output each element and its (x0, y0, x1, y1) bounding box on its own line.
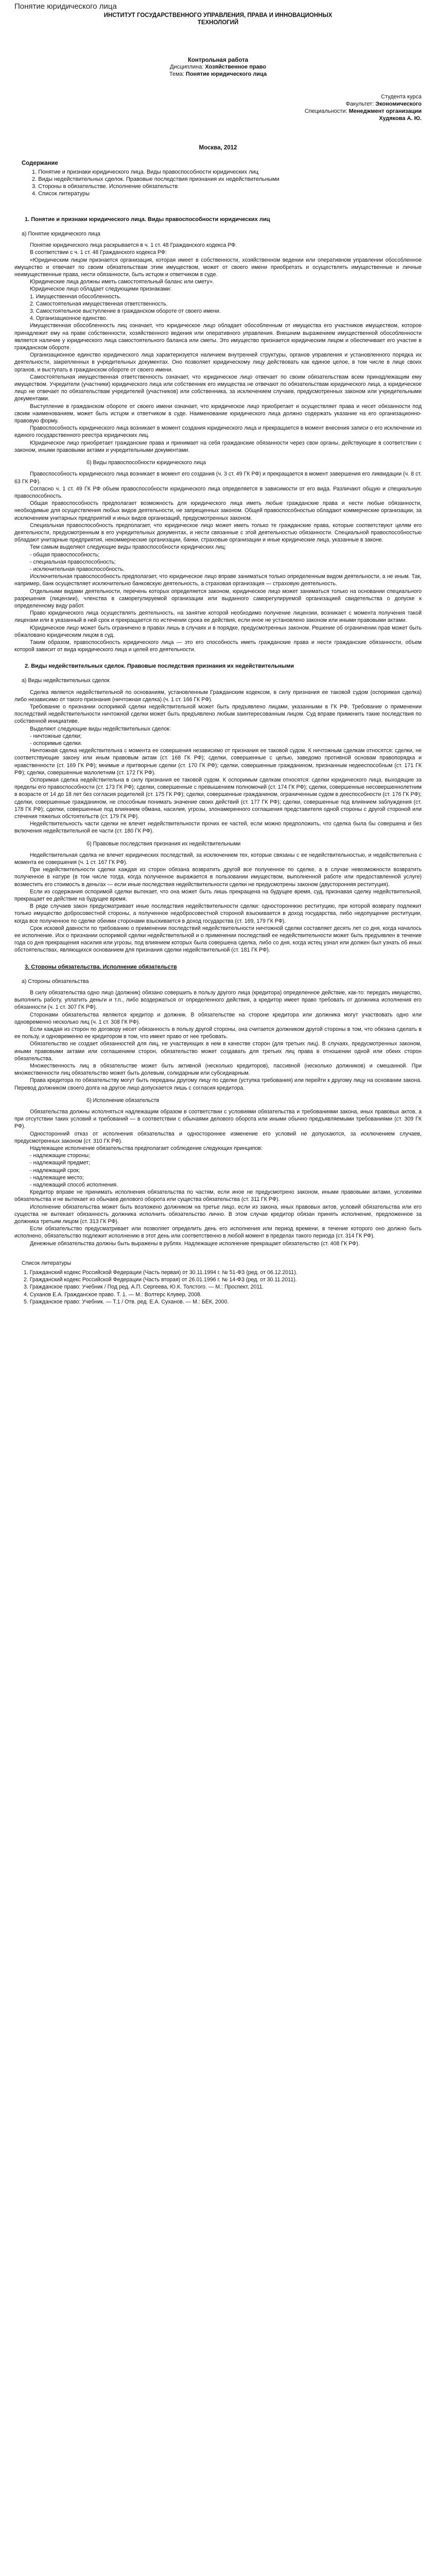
paragraph: При недействительности сделки каждая из сторон обязана возвратить другой все полученное по сделке, а в случае невозможности возвратить полученное в натуре (в том числе тогда, когда полученное выражается в пользовании имуществом, выполненной работе или предоставленной услуге) возместить его стоимость в деньгах — если иные последствия недействительности сделки не предусмотрены законом (двусторонняя реституция). (14, 867, 422, 888)
paragraph: Правоспособность юридического лица возникает в момент его создания (ч. 3 ст. 49 ГК РФ) и прекращается в момент завершения его ликвидации (ч. 8 ст. 63 ГК РФ). (14, 471, 422, 485)
section-1-subheading-b: б) Виды правоспособности юридического лица (86, 460, 206, 466)
section-2-subheading-a: а) Виды недействительных сделок (22, 677, 110, 684)
paragraph: Обязательство не создает обязанностей для лиц, не участвующих в нем в качестве сторон (для третьих лиц). В случаях, предусмотренных законом, иными правовыми актами или соглашением сторон, обязательство может создавать для третьих лиц права в отношении одной или обеих сторон обязательства. (14, 1041, 422, 1062)
paragraph: «Юридическим лицом признается организация, которая имеет в собственности, хозяйственном ведении или оперативном управлении обособленное имущество и отвечает по своим обязательствам этим имуществом, может от своего имени приобретать и осуществлять имущественные и личные неимущественные права, нести обязанности, быть истцом и ответчиком в суде. (14, 257, 422, 278)
paragraph: 1. Имущественная обособленность. (30, 293, 121, 300)
specialty-line (14, 108, 422, 115)
paragraph: В силу обязательства одно лицо (должник) обязано совершить в пользу другого лица (кредитора) определенное действие, как-то: передать имущество, выполнить работу, уплатить деньги и т.п., либо воздержаться от определенного действия, а кредитор имеет право требовать от должника исполнения его обязанности (ч. 1 ст. 307 ГК РФ). (14, 989, 422, 1011)
paragraph: Срок исковой давности по требованию о применении последствий недействительности ничтожной сделки составляет десять лет со дня, когда началось ее исполнение. Иск о признании оспоримой сделки недействительной и о применении последствий ее недействительности может быть предъявлен в течение года со дня прекращения насилия или угрозы, под влиянием которых была совершена сделка, либо со дня, когда истец узнал или должен был узнать об иных обстоятельствах, являющихся основанием для признания сделки недействительной (ст. 181 ГК РФ). (14, 925, 422, 954)
paragraph: Выделяют следующие виды недействительных сделок: (30, 725, 171, 732)
paragraph: 3. Самостоятельное выступление в гражданском обороте от своего имени. (30, 308, 221, 315)
paragraph: Юридическое лицо может быть ограничено в правах лишь в случаях и в порядке, предусмотренных законом. Решение об ограничении прав может быть обжаловано юридическим лицом в суд. (14, 624, 422, 638)
paragraph: Имущественная обособленность лиц означает, что юридическое лицо обладает обособленным от имущества его участников имуществом, которое принадлежит ему на праве собственности, хозяйственного ведения или оперативного управления. Внешним выражением имущественной обособленности является наличие у юридического лица самостоятельного баланса или сметы. Это имущество признается юридическим лицом и обеспечивает его участие в гражданском обороте. (14, 323, 422, 351)
list-item: - специальная правоспособность; (30, 558, 116, 565)
section-1-subheading-a: а) Понятие юридического лица (22, 231, 100, 237)
faculty-line (14, 100, 422, 108)
paragraph: Если каждая из сторон по договору несет обязанность в пользу другой стороны, она считается должником другой стороны в том, что обязана сделать в ее пользу, и одновременно ее кредитором в том, что имеет право от нее требовать. (14, 1026, 422, 1040)
author-line (14, 115, 422, 122)
section-3-subheading-a: а) Стороны обязательства (22, 978, 89, 985)
paragraph: Недействительность части сделки не влечет недействительности прочих ее частей, если можно предположить, что сделка была бы совершена и без включения недействительной ее части (ст. 180 ГК РФ). (14, 821, 422, 835)
paragraph: Оспоримая сделка недействительна в силу признания ее таковой судом. К оспоримым сделкам относятся: сделки юридического лица, выходящие за пределы его правоспособности (ст. 173 ГК РФ); сделки, совершенные с превышением полномочий (ст. 174 ГК РФ); сделки, совершенные несовершеннолетним в возрасте от 14 до 18 лет без согласия родителей (ст. 175 ГК РФ); сделки, совершенные гражданином, ограниченным судом в дееспособности (ст. 176 ГК РФ); сделки, совершенные гражданином, не способным понимать значение своих действий (ст. 177 ГК РФ); сделки, совершенные под влиянием заблуждения (ст. 178 ГК РФ); сделки, совершенные под влиянием обмана, насилия, угрозы, злонамеренного соглашения представителя одной стороны с другой стороной или стечения тяжелых обстоятельств (ст. 179 ГК РФ). (14, 777, 422, 820)
toc-item: 3. Стороны в обязательстве. Исполнение обязательств (32, 183, 178, 190)
paragraph: Сделка является недействительной по основаниям, установленным Гражданским кодексом, в силу признания ее таковой судом (оспоримая сделка) либо независимо от такого признания (ничтожная сделка) (ч. 1 ст. 166 ГК РФ). (14, 689, 422, 703)
paragraph: Право юридического лица осуществлять деятельность, на занятие которой необходимо получение лицензии, возникает с момента получения такой лицензии или в указанный в ней срок и прекращается по истечении срока ее действия, если иное не установлено законом или иными правовыми актами. (14, 610, 422, 624)
paragraph: Права кредитора по обязательству могут быть переданы другому лицу по сделке (уступка требования) или перейти к другому лицу на основании закона. Перевод должником своего долга на другое лицо допускается лишь с согласия кредитора. (14, 1077, 422, 1091)
paragraph: Юридическое лицо обладает следующими признаками: (30, 286, 172, 293)
list-item: - надлежащее место; (30, 1174, 84, 1181)
section-3-subheading-b: б) Исполнение обязательств (86, 1097, 160, 1104)
institute-name: ИНСТИТУТ ГОСУДАРСТВЕННОГО УПРАВЛЕНИЯ, ПРАВА И ИННОВАЦИОННЫХ ТЕХНОЛОГИЙ (103, 12, 333, 26)
paragraph: Обязательства должны исполняться надлежащим образом в соответствии с условиями обязательства и требованиями закона, иных правовых актов, а при отсутствии таких условий и требований — в соответствии с обычаями делового оборота или иными обычно предъявляемыми требованиями (ст. 309 ГК РФ). (14, 1108, 422, 1130)
literature-item: 3. Гражданское право: Учебник / Под ред. А.П. Сергеева, Ю.К. Толстого. — М.: Проспект, 2011. (24, 1284, 264, 1291)
paragraph: Исключительная правоспособность предполагает, что юридическое лицо вправе заниматься только определенным видом деятельности, а не иным. Так, например, банк осуществляет исключительно банковскую деятельность, а страховая организация — страховую деятельность. (14, 573, 422, 587)
paragraph: Множественность лиц в обязательстве может быть активной (несколько кредиторов), пассивной (несколько должников) и смешанной. При множественности лиц обязательство может быть долевым, солидарным или субсидиарным. (14, 1062, 422, 1077)
toc-item: 4. Список литературы (32, 191, 90, 197)
list-item: - оспоримые сделки. (30, 740, 82, 747)
paragraph: В соответствии с ч. 1 ст. 48 Гражданского кодекса РФ: (30, 249, 167, 256)
city-year: Москва, 2012 (199, 145, 237, 151)
paragraph: Если обязательство предусматривает или позволяет определить день его исполнения или период времени, в течение которого оно должно быть исполнено, обязательство подлежит исполнению в этот день или соответственно в любой момент в пределах такого периода (ст. 314 ГК РФ). (14, 1226, 422, 1240)
paragraph: Денежные обязательства должны быть выражены в рублях. Надлежащее исполнение прекращает обязательство (ст. 408 ГК РФ). (30, 1240, 360, 1247)
list-item: - общая правоспособность; (30, 551, 100, 558)
paragraph: Специальная правоспособность предполагает, что юридическое лицо может иметь только те гражданские права, которые соответствуют целям его деятельности, предусмотренным в его учредительных документах, и нести связанные с этой деятельностью обязанности. Специальной правоспособностью обладают унитарные предприятия, некоммерческие организации, банки, страховые организации и иные юридические лица, указанные в законе. (14, 522, 422, 544)
literature-item: 2. Гражданский кодекс Российской Федерации (Часть вторая) от 26.01.1996 г. № 14-ФЗ (ред. от 30.11.2011). (24, 1277, 297, 1283)
author-name: Худякова А. Ю. (379, 115, 422, 122)
paragraph: Таким образом, правоспособность юридического лица — это его способность иметь гражданские права и нести гражданские обязанности, объем которой зависит от вида юридического лица и целей его деятельности. (14, 639, 422, 653)
document-title: Понятие юридического лица (14, 2, 117, 11)
faculty-value: Экономического (375, 101, 422, 107)
paragraph: Недействительная сделка не влечет юридических последствий, за исключением тех, которые связаны с ее недействительностью, и недействительна с момента ее совершения (ч. 1 ст. 167 ГК РФ). (14, 852, 422, 866)
faculty-label: Факультет: (345, 101, 374, 107)
discipline-value: Хозяйственное право (205, 64, 267, 70)
literature-item: 4. Суханов Е.А. Гражданское право. Т. 1. — М.: Волтерс Клувер, 2008. (24, 1291, 202, 1298)
list-item: - исключительная правоспособность. (30, 566, 125, 572)
paragraph: Согласно ч. 1 ст. 49 ГК РФ объем правоспособности юридического лица определяется в зависимости от его вида. Различают общую и специальную правоспособность. (14, 485, 422, 499)
paragraph: Тем самым выделяют следующие виды правоспособности юридических лиц: (30, 544, 226, 551)
paragraph: Требование о признании оспоримой сделки недействительной может быть предъявлено лицами, указанными в ГК РФ. Требование о применении последствий недействительности ничтожной сделки может быть предъявлено любым заинтересованным лицом. Суд вправе применить такие последствия по собственной инициативе. (14, 703, 422, 725)
paragraph: Исполнение обязательства может быть возложено должником на третье лицо, если из закона, иных правовых актов, условий обязательства или его существа не вытекает обязанность должника исполнить обязательство лично. В этом случае кредитор обязан принять исполнение, предложенное за должника третьим лицом (ст. 313 ГК РФ). (14, 1204, 422, 1225)
paragraph: Если из содержания оспоримой сделки вытекает, что она может быть лишь прекращена на будущее время, суд, признавая сделку недействительной, прекращает ее действие на будущее время. (14, 888, 422, 903)
paragraph: Общая правоспособность предполагает возможность для юридического лица иметь любые гражданские права и нести любые обязанности, необходимые для осуществления любых видов деятельности, не запрещенных законом. Общей правоспособностью обладают коммерческие организации, за исключением унитарных предприятий и иных видов организаций, предусмотренных законом. (14, 500, 422, 521)
list-item: - ничтожные сделки; (30, 733, 82, 739)
discipline-line (14, 63, 422, 71)
paragraph: Самостоятельная имущественная ответственность означает, что юридическое лицо отвечает по своим обязательствам всем принадлежащим ему имуществом. Учредители (участники) юридического лица или собственник его имущества не отвечают по обязательствам юридического лица, а юридическое лицо не отвечает по обязательствам учредителей (участников) или собственника, за исключением случаев, предусмотренных законом или учредительными документами. (14, 374, 422, 402)
section-2-subheading-b: б) Правовые последствия признания их недействительными (86, 840, 241, 847)
section-1-heading: 1. Понятие и признаки юридического лица. Виды правоспособности юридических лиц (25, 216, 270, 223)
toc-item: 2. Виды недействительных сделок. Правовые последствия признания их недействительными (32, 176, 280, 182)
paragraph: Ничтожная сделка недействительна с момента ее совершения независимо от признания ее таковой судом. К ничтожным сделкам относятся: сделки, не соответствующие закону или иным правовым актам (ст. 168 ГК РФ); сделки, совершенные с целью, заведомо противной основам правопорядка и нравственности (ст. 169 ГК РФ); мнимые и притворные сделки (ст. 170 ГК РФ); сделки, совершенные гражданином, признанным недееспособным (ст. 171 ГК РФ); сделки, совершенные малолетним (ст. 172 ГК РФ). (14, 748, 422, 776)
toc-heading: Содержание (22, 160, 58, 166)
paragraph: 2. Самостоятельная имущественная ответственность. (30, 300, 168, 307)
topic-label: Тема: (169, 71, 184, 77)
paragraph: Организационное единство юридического лица характеризуется наличием внутренней структуры, органов управления и установленного порядка их деятельности, закрепленных в учредительных документах. Оно позволяет юридическому лицу действовать как единое целое, в том числе в лице своих органов, и выступать в гражданском обороте от своего имени. (14, 352, 422, 373)
specialty-label: Специальности: (304, 108, 347, 114)
specialty-value: Менеджмент организации (348, 108, 422, 114)
section-2-heading: 2. Виды недействительных сделок. Правовые последствия признания их недействительными (25, 663, 294, 670)
paragraph: В ряде случаев закон предусматривает иные последствия недействительности сделки: одностороннюю реституцию, при которой возврату подлежит только имущество добросовестной стороны, а полученное недобросовестной стороной взыскивается в доход государства, либо недопущение реституции, когда все полученное по сделке обеими сторонами взыскивается в доход государства (ст. 169, 179 ГК РФ). (14, 903, 422, 924)
literature-item: 1. Гражданский кодекс Российской Федерации (Часть первая) от 30.11.1994 г. № 51-ФЗ (ред. от 06.12.2011). (24, 1269, 298, 1276)
list-item: - надлежащий срок; (30, 1167, 80, 1174)
paragraph: 4. Организационное единство. (30, 315, 108, 322)
literature-heading: Список литературы (22, 1260, 72, 1266)
list-item: - надлежащий предмет; (30, 1160, 90, 1166)
paragraph: Сторонами обязательства являются кредитор и должник. В обязательстве на стороне кредитора или должника могут участвовать одно или одновременно несколько лиц (ч. 1 ст. 308 ГК РФ). (14, 1011, 422, 1025)
paragraph: Выступление в гражданском обороте от своего имени означает, что юридическое лицо приобретает и осуществляет права и несет обязанности под своим наименованием, может быть истцом и ответчиком в суде. Наименование юридического лица должно содержать указание на его организационно-правовую форму. (14, 403, 422, 425)
toc-item: 1. Понятие и признаки юридического лица. Виды правоспособности юридических лиц (32, 169, 259, 175)
paragraph: Надлежащее исполнение обязательства предполагает соблюдение следующих принципов: (30, 1145, 263, 1151)
paragraph: Правоспособность юридического лица возникает в момент создания юридического лица и прекращается в момент внесения записи о его исключении из единого государственного реестра юридических лиц. (14, 425, 422, 439)
list-item: - надлежащие стороны; (30, 1153, 90, 1159)
paragraph: Отдельными видами деятельности, перечень которых определяется законом, юридическое лицо может заниматься только на основании специального разрешения (лицензии), членства в саморегулируемой организации или выданного саморегулируемой организацией свидетельства о допуске к определенному виду работ. (14, 588, 422, 609)
student-line: Студента курса (381, 94, 422, 100)
work-type: Контрольная работа (187, 57, 249, 63)
literature-item: 5. Гражданское право: Учебник. — Т.1 / Отв. ред. Е.А. Суханов. — М.: БЕК, 2000. (24, 1298, 229, 1305)
section-3-heading (14, 963, 422, 971)
paragraph: Односторонний отказ от исполнения обязательства и одностороннее изменение его условий не допускаются, за исключением случаев, предусмотренных законом (ст. 310 ГК РФ). (14, 1130, 422, 1144)
paragraph: Кредитор вправе не принимать исполнения обязательства по частям, если иное не предусмотрено законом, иными правовыми актами, условиями обязательства и не вытекает из обычаев делового оборота или существа обязательства (ст. 311 ГК РФ). (14, 1189, 422, 1203)
paragraph: Юридические лица должны иметь самостоятельный баланс или смету». (30, 279, 214, 285)
paragraph: Понятие юридического лица раскрывается в ч. 1 ст. 48 Гражданского кодекса РФ. (30, 242, 237, 249)
topic-value: Понятие юридического лица (185, 71, 267, 77)
section-3-heading-text: 3. Стороны обязательства. Исполнение обязательств (25, 963, 177, 970)
topic-line (14, 71, 422, 78)
paragraph: Юридическое лицо приобретает гражданские права и принимает на себя гражданские обязанности через свои органы, действующие в соответствии с законом, иными правовыми актами и учредительными документами. (14, 439, 422, 453)
list-item: - надлежащий способ исполнения. (30, 1181, 118, 1188)
discipline-label: Дисциплина: (169, 64, 204, 70)
